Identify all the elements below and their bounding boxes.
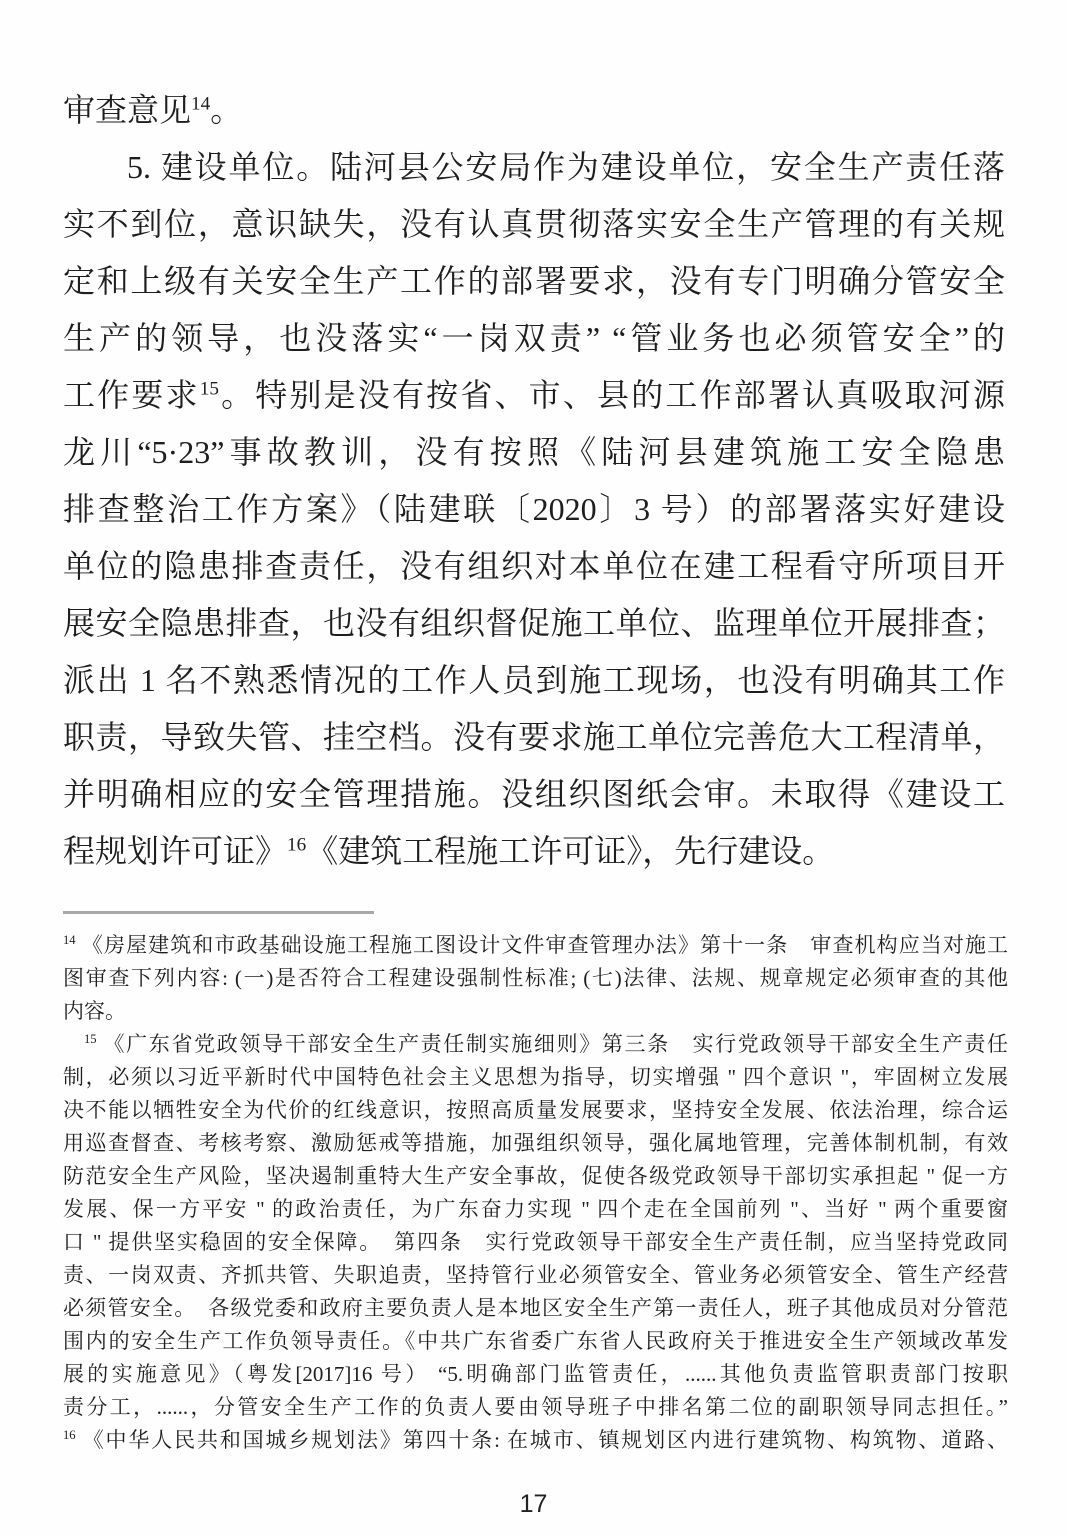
footnote-line [63,995,1008,1028]
text-run: 展的实施意见》（粤发[2017]16 号） “5.明确部门监管责任，......其他负责监管职责部门按职 [63,1362,1008,1386]
text-run: 实不到位，意识缺失，没有认真贯彻落实安全生产管理的有关规 [63,206,1005,242]
text-run: 《建筑工程施工许可证》，先行建设。 [306,833,835,869]
body-text-line [63,595,1005,652]
footnote-item [63,1028,1008,1424]
text-run: 制，必须以习近平新时代中国特色社会主义思想为指导，切实增强 " 四个意识 "，牢固树立发展 [63,1065,1008,1089]
text-run: 龙川“5·23”事故教训，没有按照《陆河县建筑施工安全隐患 [63,434,1005,470]
text-run: 生产的领导，也没落实“一岗双责” “管业务也必须管安全”的 [63,320,1005,356]
text-run: 定和上级有关安全生产工作的部署要求，没有专门明确分管安全 [63,263,1005,299]
text-run: 用巡查督查、考核考察、激励惩戒等措施，加强组织领导，强化属地管理，完善体制机制，有效 [63,1131,1008,1155]
footnote-line [63,1061,1008,1094]
footnote-item [63,929,1008,1028]
footnote-line [63,1094,1008,1127]
body-text-line [63,196,1005,253]
body-text-line [63,538,1005,595]
body-text-line [63,481,1005,538]
text-run: 防范安全生产风险，坚决遏制重特大生产安全事故，促使各级党政领导干部切实承担起 " 促一方 [63,1164,1008,1188]
body-text-line [63,139,1005,196]
text-run: 程规划许可证》 [63,833,288,869]
body-text-line [63,82,1005,139]
text-run: 内容。 [63,999,126,1023]
text-run: 展安全隐患排查，也没有组织督促施工单位、监理单位开展排查； [63,605,1005,641]
text-run: 审查意见 [63,92,192,128]
footnote-ref-superscript: 14 [63,933,76,947]
text-run: 发展、保一方平安 " 的政治责任，为广东奋力实现 " 四个走在全国前列 "、当好 " 两个重要窗 [63,1197,1008,1221]
text-run: 5. 建设单位。陆河县公安局作为建设单位，安全生产责任落 [127,149,1005,185]
body-text-line [63,424,1005,481]
text-run: 必须管安全。 各级党委和政府主要负责人是本地区安全生产第一责任人，班子其他成员对分管范 [63,1296,1008,1320]
footnote-line [63,962,1008,995]
footnote-separator-line [63,911,374,914]
footnote-line [63,1226,1008,1259]
footnote-line [63,1424,1008,1457]
footnote-line [63,1325,1008,1358]
text-run: 决不能以牺牲安全为代价的红线意识，按照高质量发展要求，坚持安全发展、依法治理，综合运 [63,1098,1008,1122]
text-run: 并明确相应的安全管理措施。没组织图纸会审。未取得《建设工 [63,776,1005,812]
body-text [63,82,1005,880]
text-run: 《中华人民共和国城乡规划法》第四十条: 在城市、镇规划区内进行建筑物、构筑物、道路、 [75,1428,1008,1452]
text-run: 排查整治工作方案》（陆建联〔2020〕3 号）的部署落实好建设 [63,491,1005,527]
footnote-line [63,1160,1008,1193]
text-run: 图审查下列内容: (一)是否符合工程建设强制性标准; (七)法律、法规、规章规定必须审查的其他 [63,966,1008,990]
footnote-ref-superscript: 16 [287,834,307,856]
text-run: 工作要求 [63,377,200,413]
footnote-line [63,929,1008,962]
text-run: 口 " 提供坚实稳固的安全保障。 第四条 实行党政领导干部安全生产责任制，应当坚持党政同 [63,1230,1008,1254]
text-run: 责、一岗双责、齐抓共管、失职追责，坚持管行业必须管安全、管业务必须管安全、管生产经营 [63,1263,1008,1287]
footnote-line [63,1358,1008,1391]
footnote-line [63,1028,1008,1061]
footnote-line [63,1259,1008,1292]
footnote-ref-superscript: 14 [191,93,211,115]
page-number: 17 [519,1490,548,1518]
text-run: 。 [210,92,243,128]
text-run: 《广东省党政领导干部安全生产责任制实施细则》第三条 实行党政领导干部安全生产责任 [96,1032,1008,1056]
footnote-line [63,1127,1008,1160]
footnote-line [63,1193,1008,1226]
body-text-line [63,367,1005,424]
footnote-item [63,1424,1008,1457]
footnote-ref-superscript: 15 [84,1032,97,1046]
footnote-ref-superscript: 16 [63,1428,76,1442]
text-run: 职责，导致失管、挂空档。没有要求施工单位完善危大工程清单， [63,719,1005,755]
text-run: 围内的安全生产工作负领导责任。《中共广东省委广东省人民政府关于推进安全生产领域改革发 [63,1329,1008,1353]
body-text-line [63,766,1005,823]
footnotes-section [63,929,1008,1457]
text-run: 《房屋建筑和市政基础设施工程施工图设计文件审查管理办法》第十一条 审查机构应当对施工 [75,933,1008,957]
body-text-line [63,310,1005,367]
body-text-line [63,652,1005,709]
footnote-line [63,1391,1008,1424]
body-text-line [63,253,1005,310]
text-run: 单位的隐患排查责任，没有组织对本单位在建工程看守所项目开 [63,548,1005,584]
body-text-line [63,823,1005,880]
footnote-line [63,1292,1008,1325]
text-run: 责分工，......，分管安全生产工作的负责人要由领导班子中排名第二位的副职领导同志担任。” [63,1395,1008,1419]
text-run: 派出 1 名不熟悉情况的工作人员到施工现场，也没有明确其工作 [63,662,1005,698]
text-run: 。特别是没有按省、市、县的工作部署认真吸取河源 [218,377,1005,413]
body-text-line [63,709,1005,766]
footnote-ref-superscript: 15 [199,378,219,400]
